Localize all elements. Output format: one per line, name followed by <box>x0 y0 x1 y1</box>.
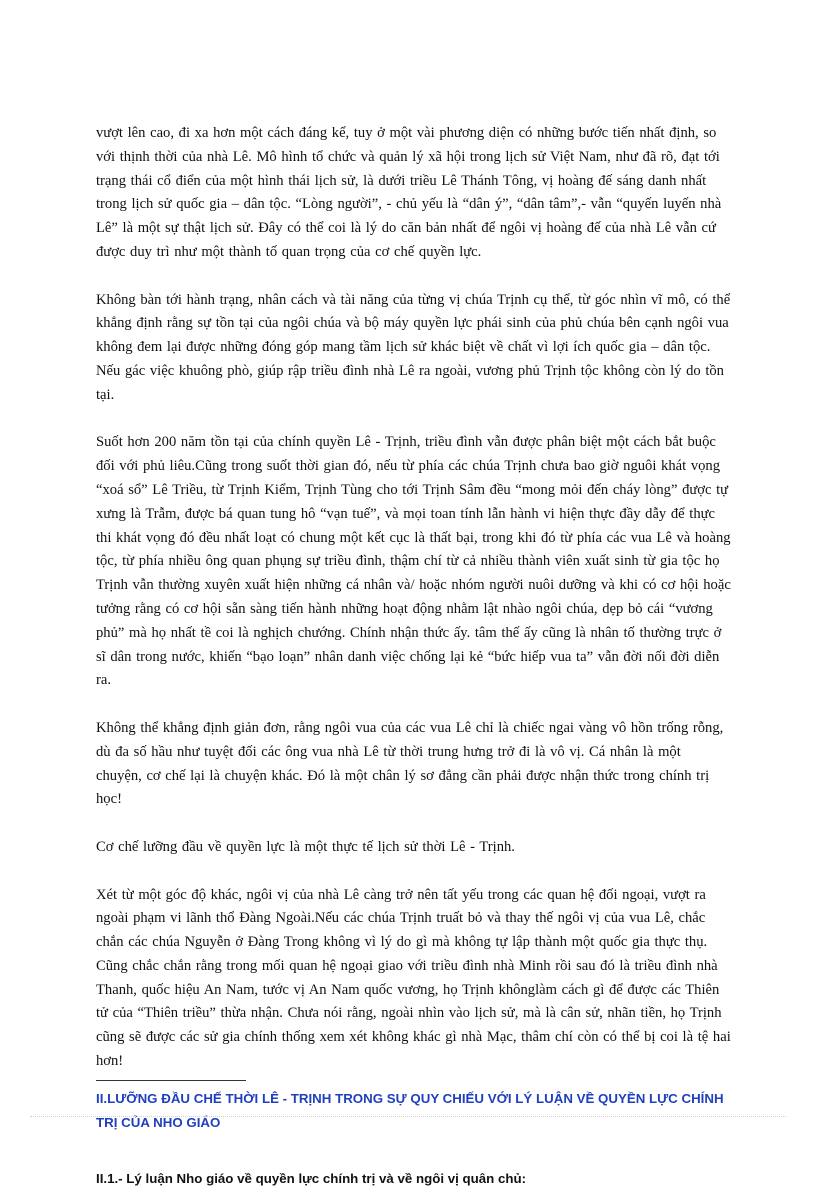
subsection-heading: II.1.- Lý luận Nho giáo về quyền lực chính trị và về ngôi vị quân chủ: <box>96 1170 527 1186</box>
paragraph-6: Xét từ một góc độ khác, ngôi vị của nhà Lê càng trở nên tất yếu trong các quan hệ đối ngoại, vượt ra ngoài phạm vi lãnh thổ Đàng Ngoài.Nếu các chúa Trịnh truất bỏ và thay thế ngôi vị của vua Lê, chắc chắn các chúa Nguyễn ở Đàng Trong không vì lý do gì mà không tự lập thành một quốc gia thực thụ. Cũng chắc chắn rằng trong mối quan hệ ngoại giao với triều đình nhà Minh rồi sau đó là triều đình nhà Thanh, quốc hiệu An Nam, tước vị An Nam quốc vương, họ Trịnh khônglàm cách gì để được các Thiên tử của “Thiên triều” thừa nhận. Chưa nói rằng, ngoài nhìn vào lịch sử, mà là cân sử, nhãn tiền, họ Trịnh cũng sẽ được các sử gia chính thống xem xét không khác gì nhà Mạc, thâm chí còn có thể bị coi là tệ hai hơn! <box>96 886 731 1070</box>
paragraph-2: Không bàn tới hành trạng, nhân cách và tài năng của từng vị chúa Trịnh cụ thể, từ góc nhìn vĩ mô, có thể khẳng định rằng sự tồn tại của ngôi chúa và bộ máy quyền lực phái sinh của phủ chúa bên cạnh ngôi vua không đem lại được những đóng góp mang tầm lịch sử khác biệt về chất vì lợi ích quốc gia – dân tộc. Nếu gác việc khuông phò, giúp rập triều đình nhà Lê ra ngoài, vương phủ Trịnh tộc không còn lý do tồn tại. <box>96 291 731 403</box>
paragraph-5: Cơ chế lưỡng đầu về quyền lực là một thực tế lịch sử thời Lê - Trịnh. <box>96 838 515 855</box>
paragraph-4: Không thể khẳng định giản đơn, rằng ngôi vua của các vua Lê chỉ là chiếc ngai vàng vô hồn trống rỗng, dù đa số hầu như tuyệt đối các ông vua nhà Lê từ thời trung hưng trở đi là vô vị. Cá nhân là một chuyện, cơ chế lại là chuyện khác. Đó là một chân lý sơ đẳng cần phải được nhận thức trong chính trị học! <box>96 719 724 808</box>
page-bottom-border <box>30 1116 786 1117</box>
document-page <box>96 122 731 1189</box>
section-heading: II.LƯỠNG ĐẦU CHẾ THỜI LÊ - TRỊNH TRONG SỰ QUY CHIẾU VỚI LÝ LUẬN VỀ QUYỀN LỰC CHÍNH TRỊ CỦA NHO GIÁO <box>96 1090 724 1130</box>
paragraph-1: vượt lên cao, đi xa hơn một cách đáng kể, tuy ở một vài phương diện có những bước tiến nhất định, so với thịnh thời của nhà Lê. Mô hình tổ chức và quản lý xã hội trong lịch sử Việt Nam, như đã rõ, đạt tới trạng thái cổ điển của một hình thái lịch sử, là dưới triều Lê Thánh Tông, vị hoàng đế sáng danh nhất trong lịch sử quốc gia – dân tộc. “Lòng người”, - chủ yếu là “dân ý”, “dân tâm”,- vẫn “quyến luyến nhà Lê” là một sự thật lịch sử. Đây có thể coi là lý do căn bản nhất để ngôi vị hoàng đế của nhà Lê vẫn cứ được duy trì như một thành tố quan trọng của cơ chế quyền lực. <box>96 125 722 260</box>
section-divider <box>96 1080 246 1081</box>
paragraph-3: Suốt hơn 200 năm tồn tại của chính quyền Lê - Trịnh, triều đình vẫn được phân biệt một cách bắt buộc đối với phủ liêu.Cũng trong suốt thời gian đó, nếu từ phía các chúa Trịnh chưa bao giờ nguôi khát vọng “xoá sổ” Lê Triều, từ Trịnh Kiểm, Trịnh Tùng cho tới Trịnh Sâm đều “mong mỏi đến cháy lòng” được tự xưng là Trẫm, được bá quan tung hô “vạn tuế”, và mọi toan tính lẫn hành vi hiện thực đầy dẫy để thực thi khát vọng đó đều nhất loạt có chung một kết cục là thất bại, trong khi đó từ phía các vua Lê và hoàng tộc, từ phía nhiều ông quan phụng sự triều đình, thậm chí từ cả nhiều thành viên xuất sinh từ gia tộc họ Trịnh vẫn thường xuyên xuất hiện những cá nhân và/ hoặc nhóm người nuôi dưỡng và khi có cơ hội hoặc tưởng rằng có cơ hội sẵn sàng tiến hành những hoạt động nhằm lật nhào ngôi chúa, dẹp bỏ cái “vương phủ” mà họ nhất tề coi là nghịch chướng. Chính nhận thức ấy. tâm thế ấy cũng là nhân tố thường trực ở sĩ dân trong nước, khiến “bạo loạn” nhân danh việc chống lại kẻ “bức hiếp vua ta” vẫn đời nối đời diễn ra. <box>96 434 731 689</box>
